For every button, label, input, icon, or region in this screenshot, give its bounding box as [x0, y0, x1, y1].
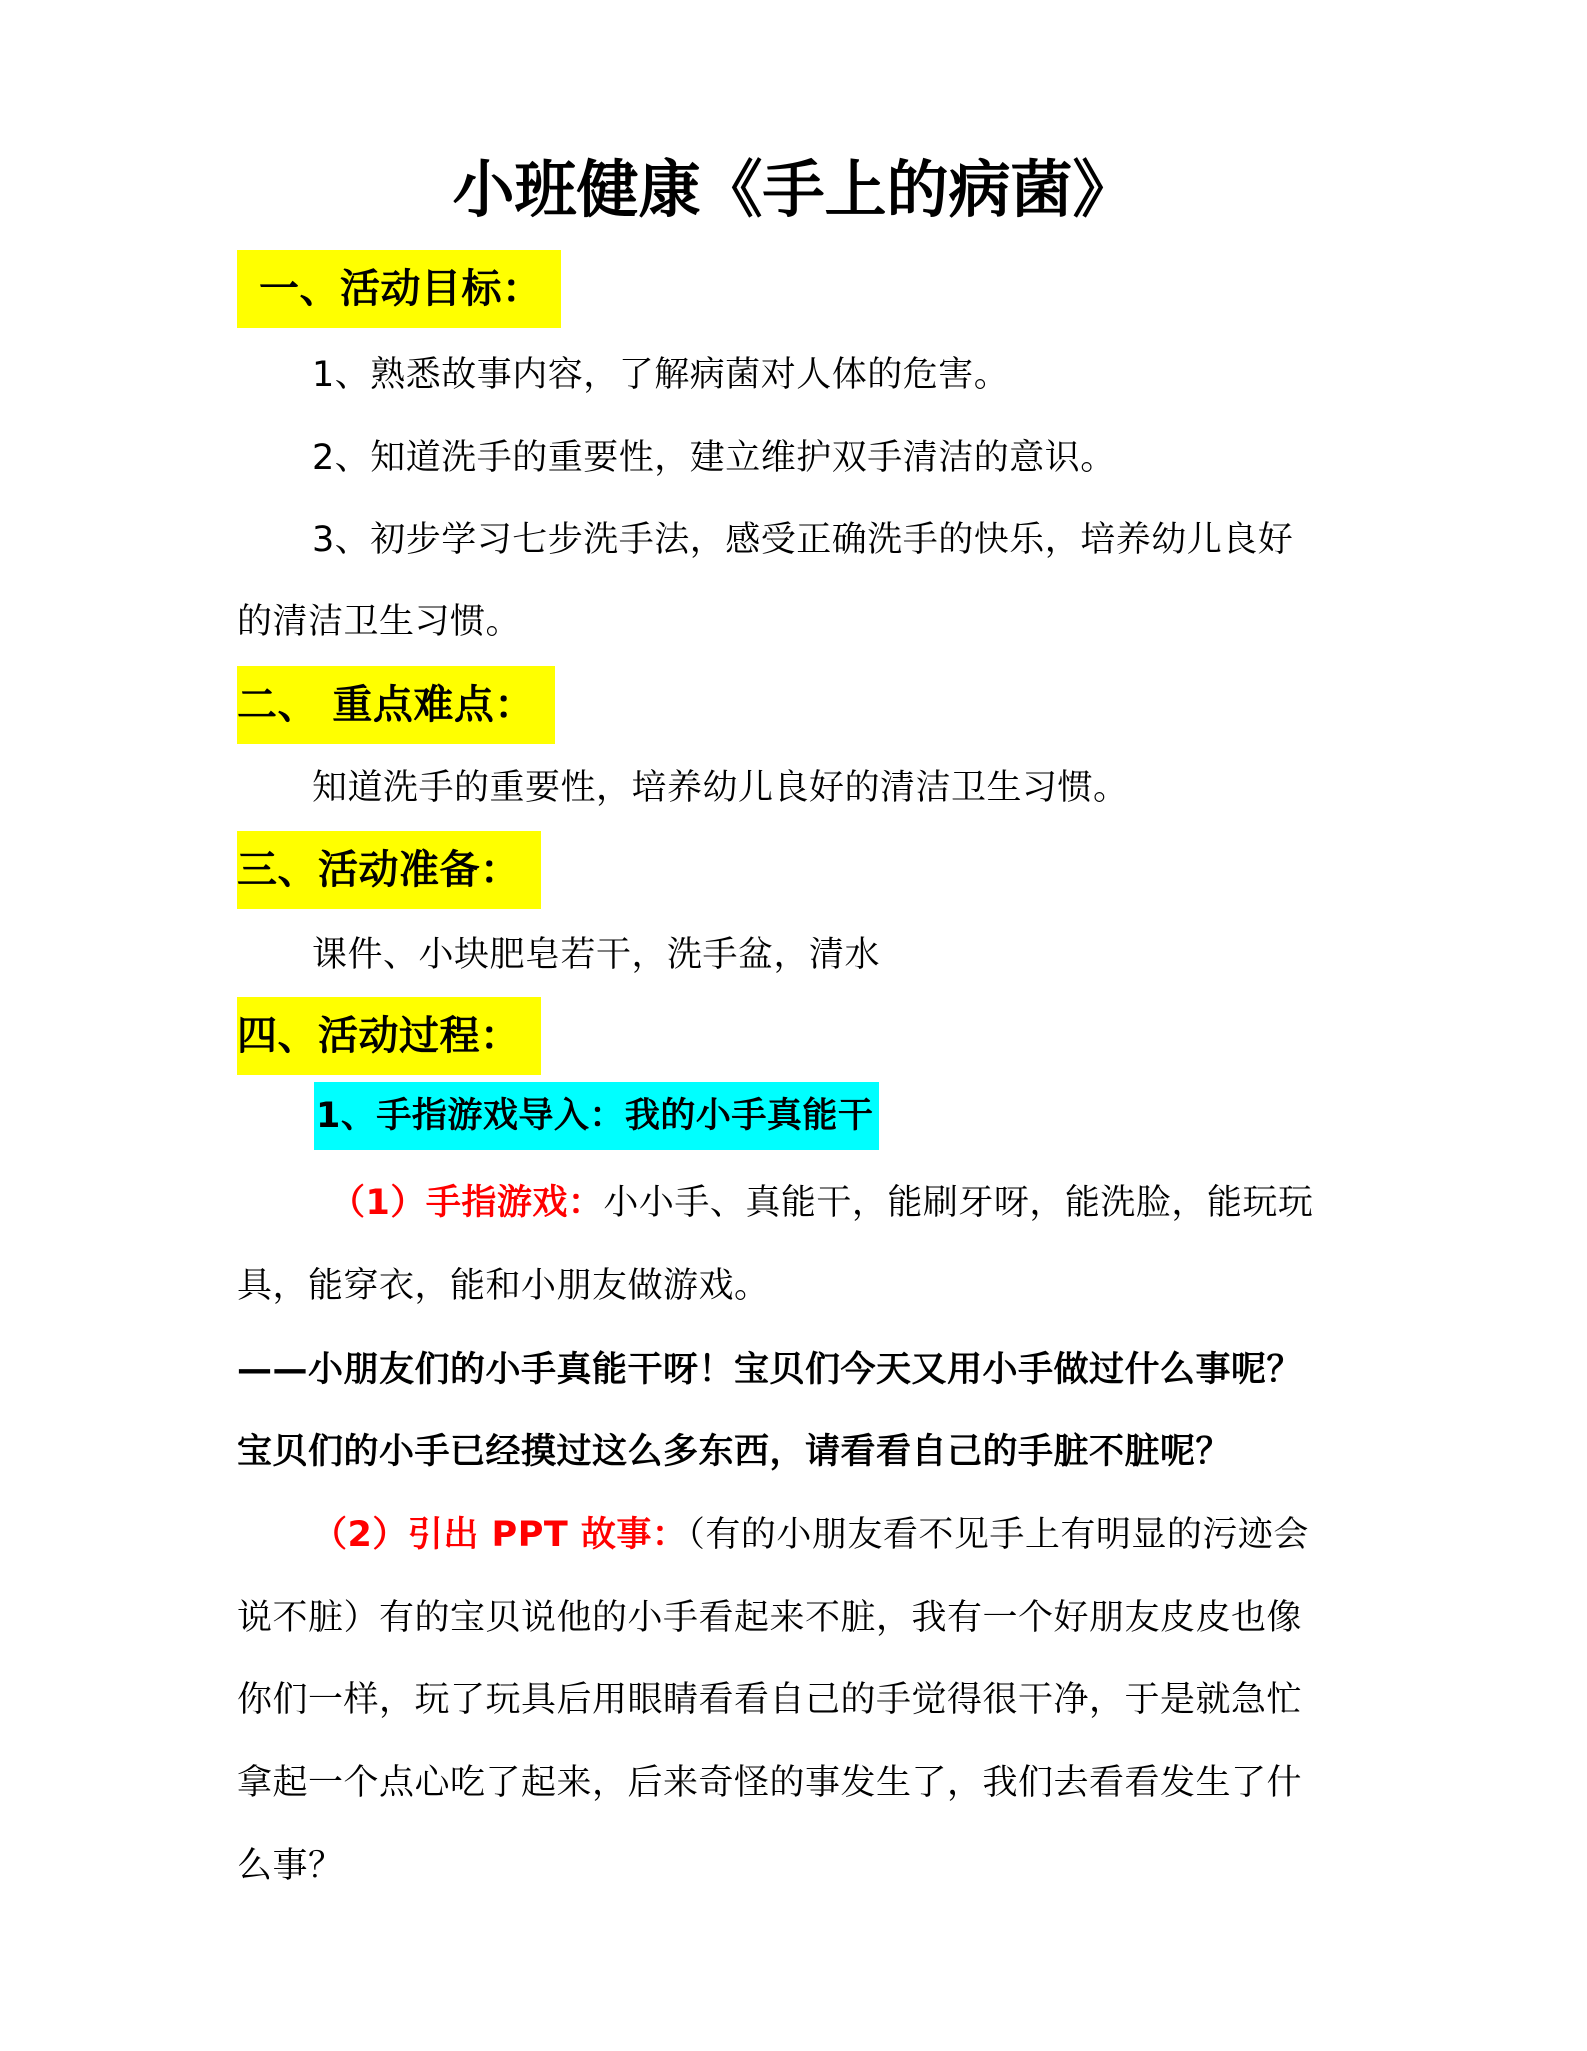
goal-item-3-continued: 的清洁卫生习惯。	[237, 602, 522, 642]
heading-highlight: 二、 重点难点：	[237, 666, 555, 744]
finger-game-continued: 具，能穿衣，能和小朋友做游戏。	[237, 1266, 770, 1306]
subheading-highlight: 1、手指游戏导入：我的小手真能干	[314, 1082, 879, 1150]
subsection-heading-finger-game	[314, 1082, 1424, 1150]
section-heading-goals	[237, 250, 1347, 328]
section-heading-key-points	[237, 666, 1347, 744]
goal-item-2: 2、知道洗手的重要性，建立维护双手清洁的意识。	[312, 438, 1116, 478]
goal-item-1: 1、熟悉故事内容，了解病菌对人体的危害。	[312, 355, 1010, 395]
ppt-story-line-2: 说不脏）有的宝贝说他的小手看起来不脏，我有一个好朋友皮皮也像	[237, 1598, 1303, 1638]
ppt-story-text: （有的小朋友看不见手上有明显的污迹会	[687, 1515, 1309, 1555]
ppt-story-paragraph	[312, 1511, 1422, 1559]
heading-highlight: 四、活动过程：	[237, 997, 541, 1075]
ppt-story-line-3: 你们一样，玩了玩具后用眼睛看看自己的手觉得很干净，于是就急忙	[237, 1680, 1303, 1720]
finger-game-paragraph	[330, 1179, 1440, 1227]
ppt-story-line-5: 么事？	[237, 1846, 344, 1886]
ppt-story-line-4: 拿起一个点心吃了起来，后来奇怪的事发生了，我们去看看发生了什	[237, 1763, 1303, 1803]
finger-game-label: （1）手指游戏：	[330, 1183, 604, 1223]
key-points-text: 知道洗手的重要性，培养幼儿良好的清洁卫生习惯。	[312, 768, 1129, 808]
finger-game-text: 小小手、真能干，能刷牙呀，能洗脸，能玩玩	[603, 1183, 1314, 1223]
teacher-question-1: ——小朋友们的小手真能干呀！宝贝们今天又用小手做过什么事呢？	[237, 1350, 1303, 1390]
teacher-question-2: 宝贝们的小手已经摸过这么多东西，请看看自己的手脏不脏呢？	[237, 1432, 1232, 1472]
preparation-text: 课件、小块肥皂若干，洗手盆，清水	[312, 935, 881, 975]
section-heading-preparation	[237, 831, 1347, 909]
heading-highlight: 三、活动准备：	[237, 831, 541, 909]
goal-item-3: 3、初步学习七步洗手法，感受正确洗手的快乐，培养幼儿良好	[312, 520, 1294, 560]
document-title: 小班健康《手上的病菌》	[452, 153, 1135, 226]
ppt-story-label: （2）引出 PPT 故事：	[312, 1515, 688, 1555]
heading-highlight: 一、活动目标：	[237, 250, 561, 328]
section-heading-process	[237, 997, 1347, 1075]
